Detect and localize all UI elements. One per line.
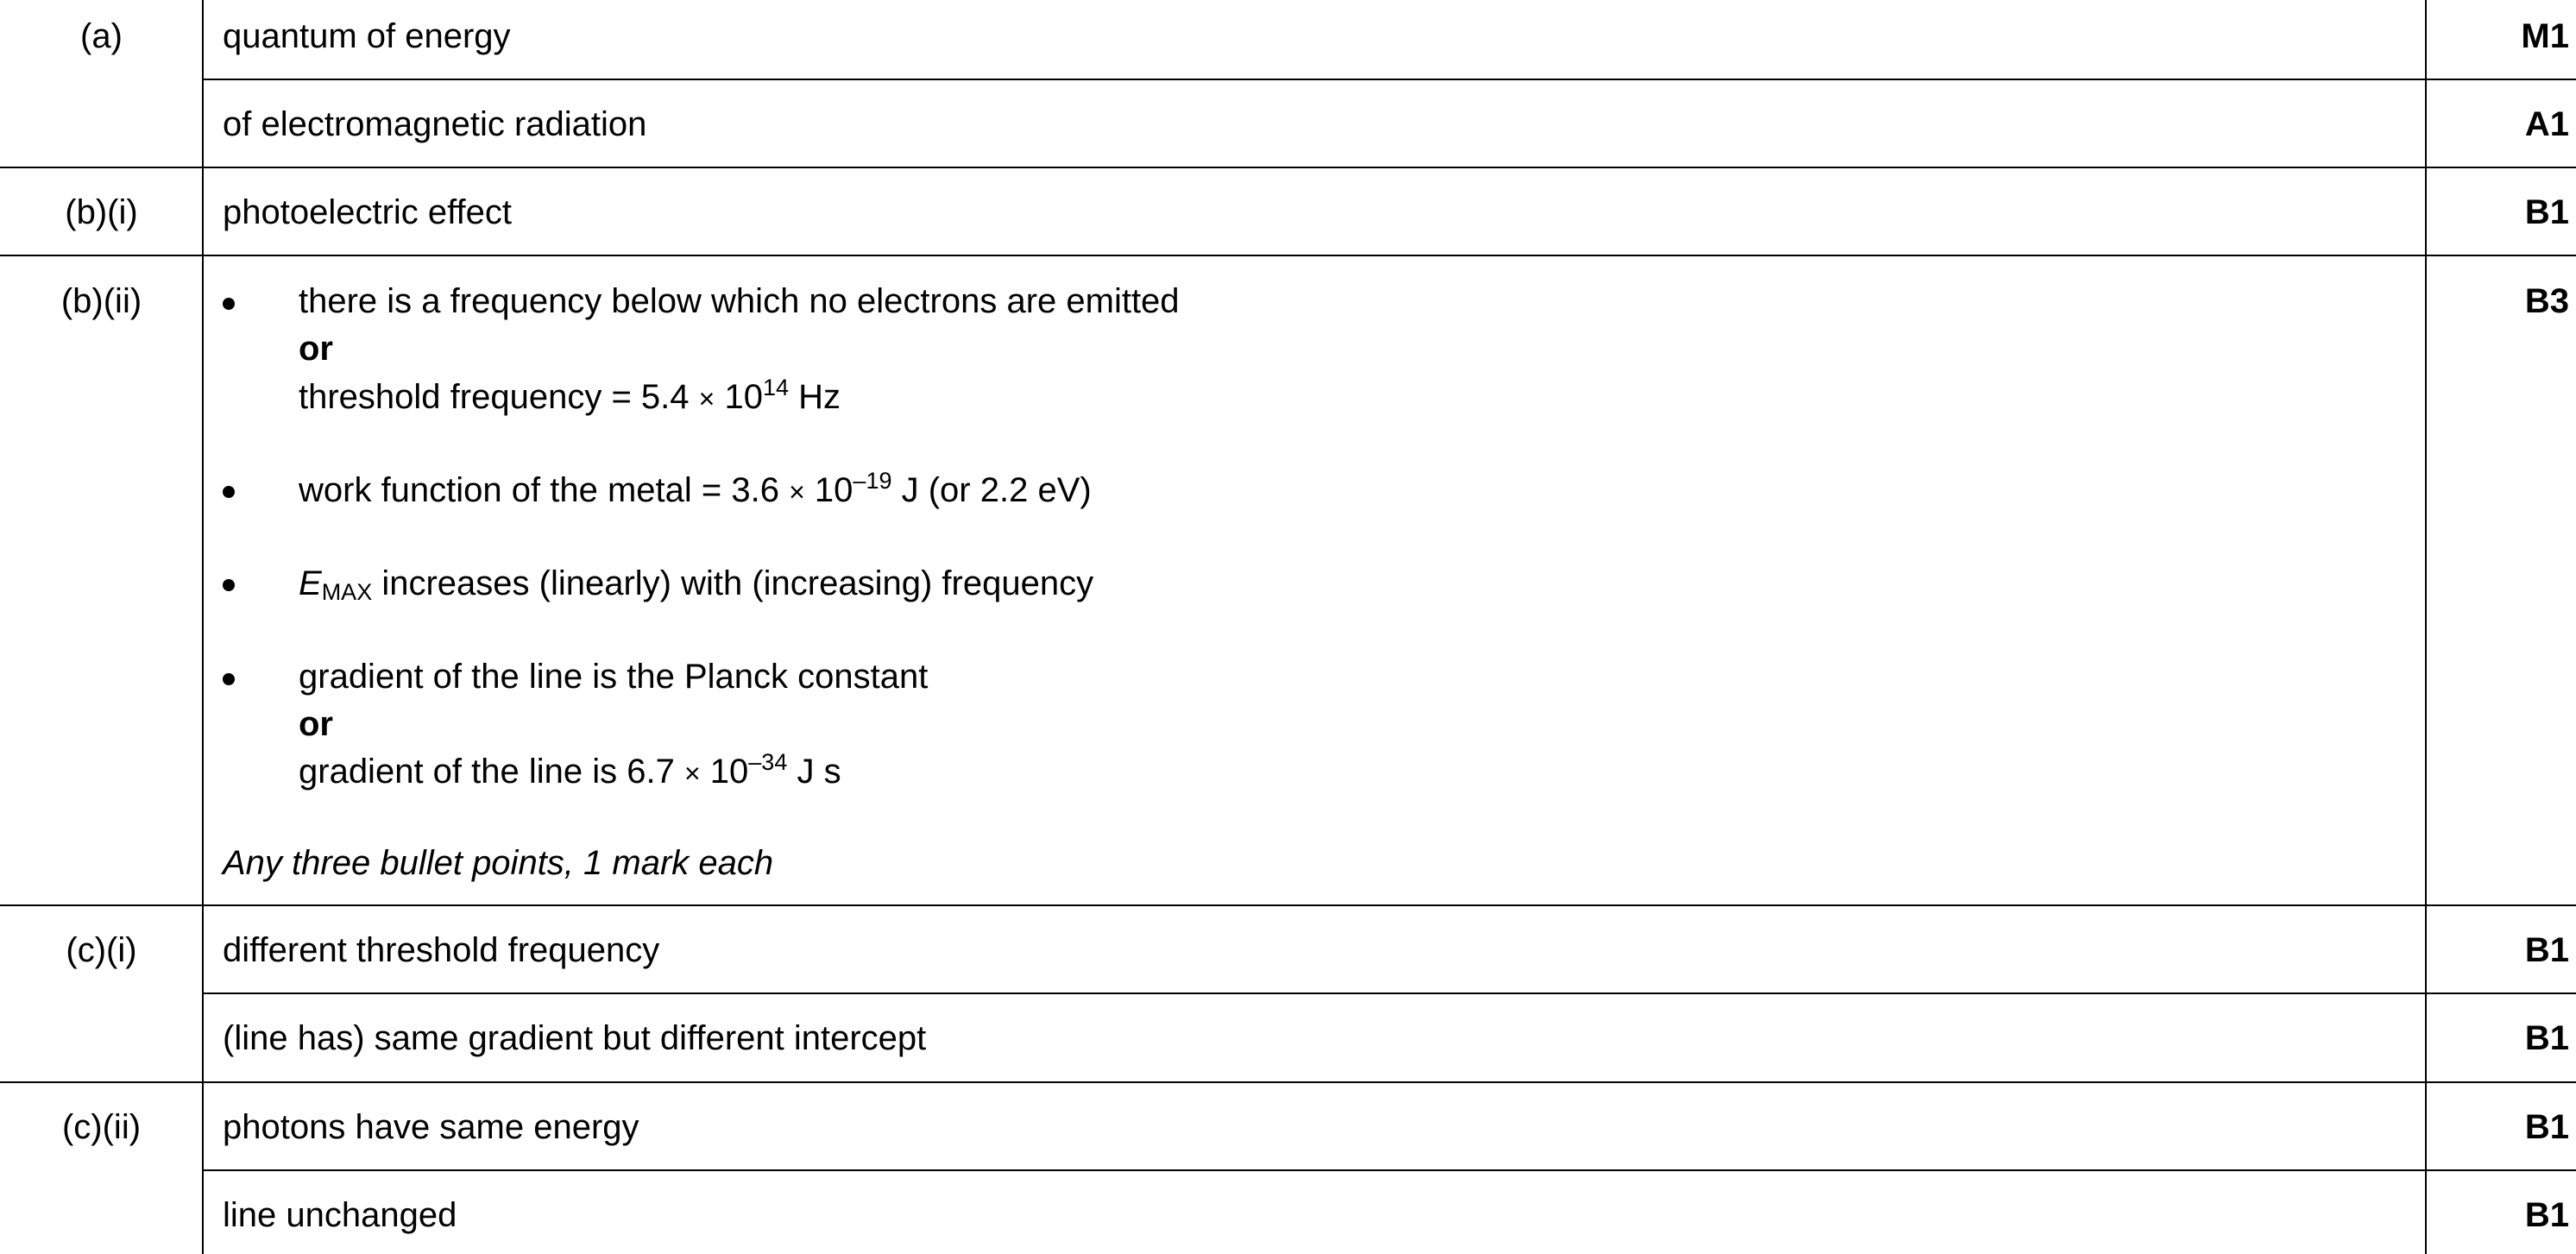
bullet-text — [299, 377, 841, 419]
guidance-note: Any three bullet points, 1 mark each — [223, 844, 774, 882]
bullet-text-part: threshold frequency = 5.4 — [299, 378, 690, 416]
times-sign: × — [683, 758, 701, 789]
bullet-text — [299, 470, 1092, 512]
times-sign: × — [789, 476, 805, 507]
column-divider-left — [202, 0, 204, 1254]
bullet-icon — [223, 486, 235, 498]
power-base: 10 — [814, 471, 853, 509]
answer-text: of electromagnetic radiation — [223, 105, 647, 143]
power-base: 10 — [709, 753, 749, 791]
row-divider — [203, 992, 2576, 994]
bullet-text: gradient of the line is the Planck constant — [299, 658, 929, 696]
mark-code: B1 — [2524, 931, 2569, 969]
power-exponent: –19 — [853, 468, 892, 494]
bullet-icon — [223, 673, 235, 685]
bullet-text: there is a frequency below which no electrons are emitted — [299, 282, 1180, 320]
row-divider — [0, 1081, 2576, 1083]
mark-code: B1 — [2524, 1108, 2569, 1146]
row-divider — [203, 79, 2576, 80]
bullet-icon — [223, 298, 235, 310]
answer-text: photons have same energy — [223, 1108, 639, 1146]
unit: J (or 2.2 eV) — [901, 471, 1092, 509]
row-divider — [203, 1169, 2576, 1171]
or-connector: or — [299, 705, 333, 743]
symbol-subscript: MAX — [321, 579, 373, 605]
power-base: 10 — [724, 378, 763, 416]
mark-code: M1 — [2521, 17, 2569, 55]
question-label: (c)(ii) — [61, 1108, 142, 1146]
bullet-text — [299, 564, 1093, 603]
answer-text: photoelectric effect — [223, 193, 513, 231]
row-divider — [0, 255, 2576, 256]
mark-code: A1 — [2524, 105, 2569, 143]
power-exponent: 14 — [762, 375, 790, 400]
or-connector: or — [299, 330, 333, 368]
row-divider — [0, 904, 2576, 906]
column-divider-right — [2425, 0, 2427, 1254]
symbol-e: E — [299, 564, 322, 602]
bullet-text — [299, 749, 841, 793]
bullet-icon — [223, 579, 235, 591]
question-label: (b)(i) — [65, 193, 138, 231]
row-divider — [0, 167, 2576, 168]
bullet-text-part: increases (linearly) with (increasing) frequency — [381, 564, 1094, 602]
mark-code: B1 — [2524, 1196, 2569, 1234]
answer-text: quantum of energy — [223, 17, 511, 55]
question-label: (a) — [80, 17, 123, 55]
mark-code: B3 — [2524, 282, 2569, 320]
answer-text: (line has) same gradient but different intercept — [223, 1019, 927, 1057]
times-sign: × — [698, 383, 715, 414]
mark-code: B1 — [2524, 193, 2569, 231]
mark-code: B1 — [2524, 1019, 2569, 1057]
unit: Hz — [798, 378, 841, 416]
bullet-text-part: work function of the metal = 3.6 — [299, 471, 779, 509]
answer-text: different threshold frequency — [223, 931, 660, 969]
unit: J s — [797, 753, 841, 791]
bullet-text-part: gradient of the line is 6.7 — [299, 753, 675, 791]
question-label: (c)(i) — [66, 931, 137, 969]
question-label: (b)(ii) — [60, 282, 142, 320]
power-exponent: –34 — [748, 749, 788, 775]
answer-text: line unchanged — [223, 1196, 457, 1234]
